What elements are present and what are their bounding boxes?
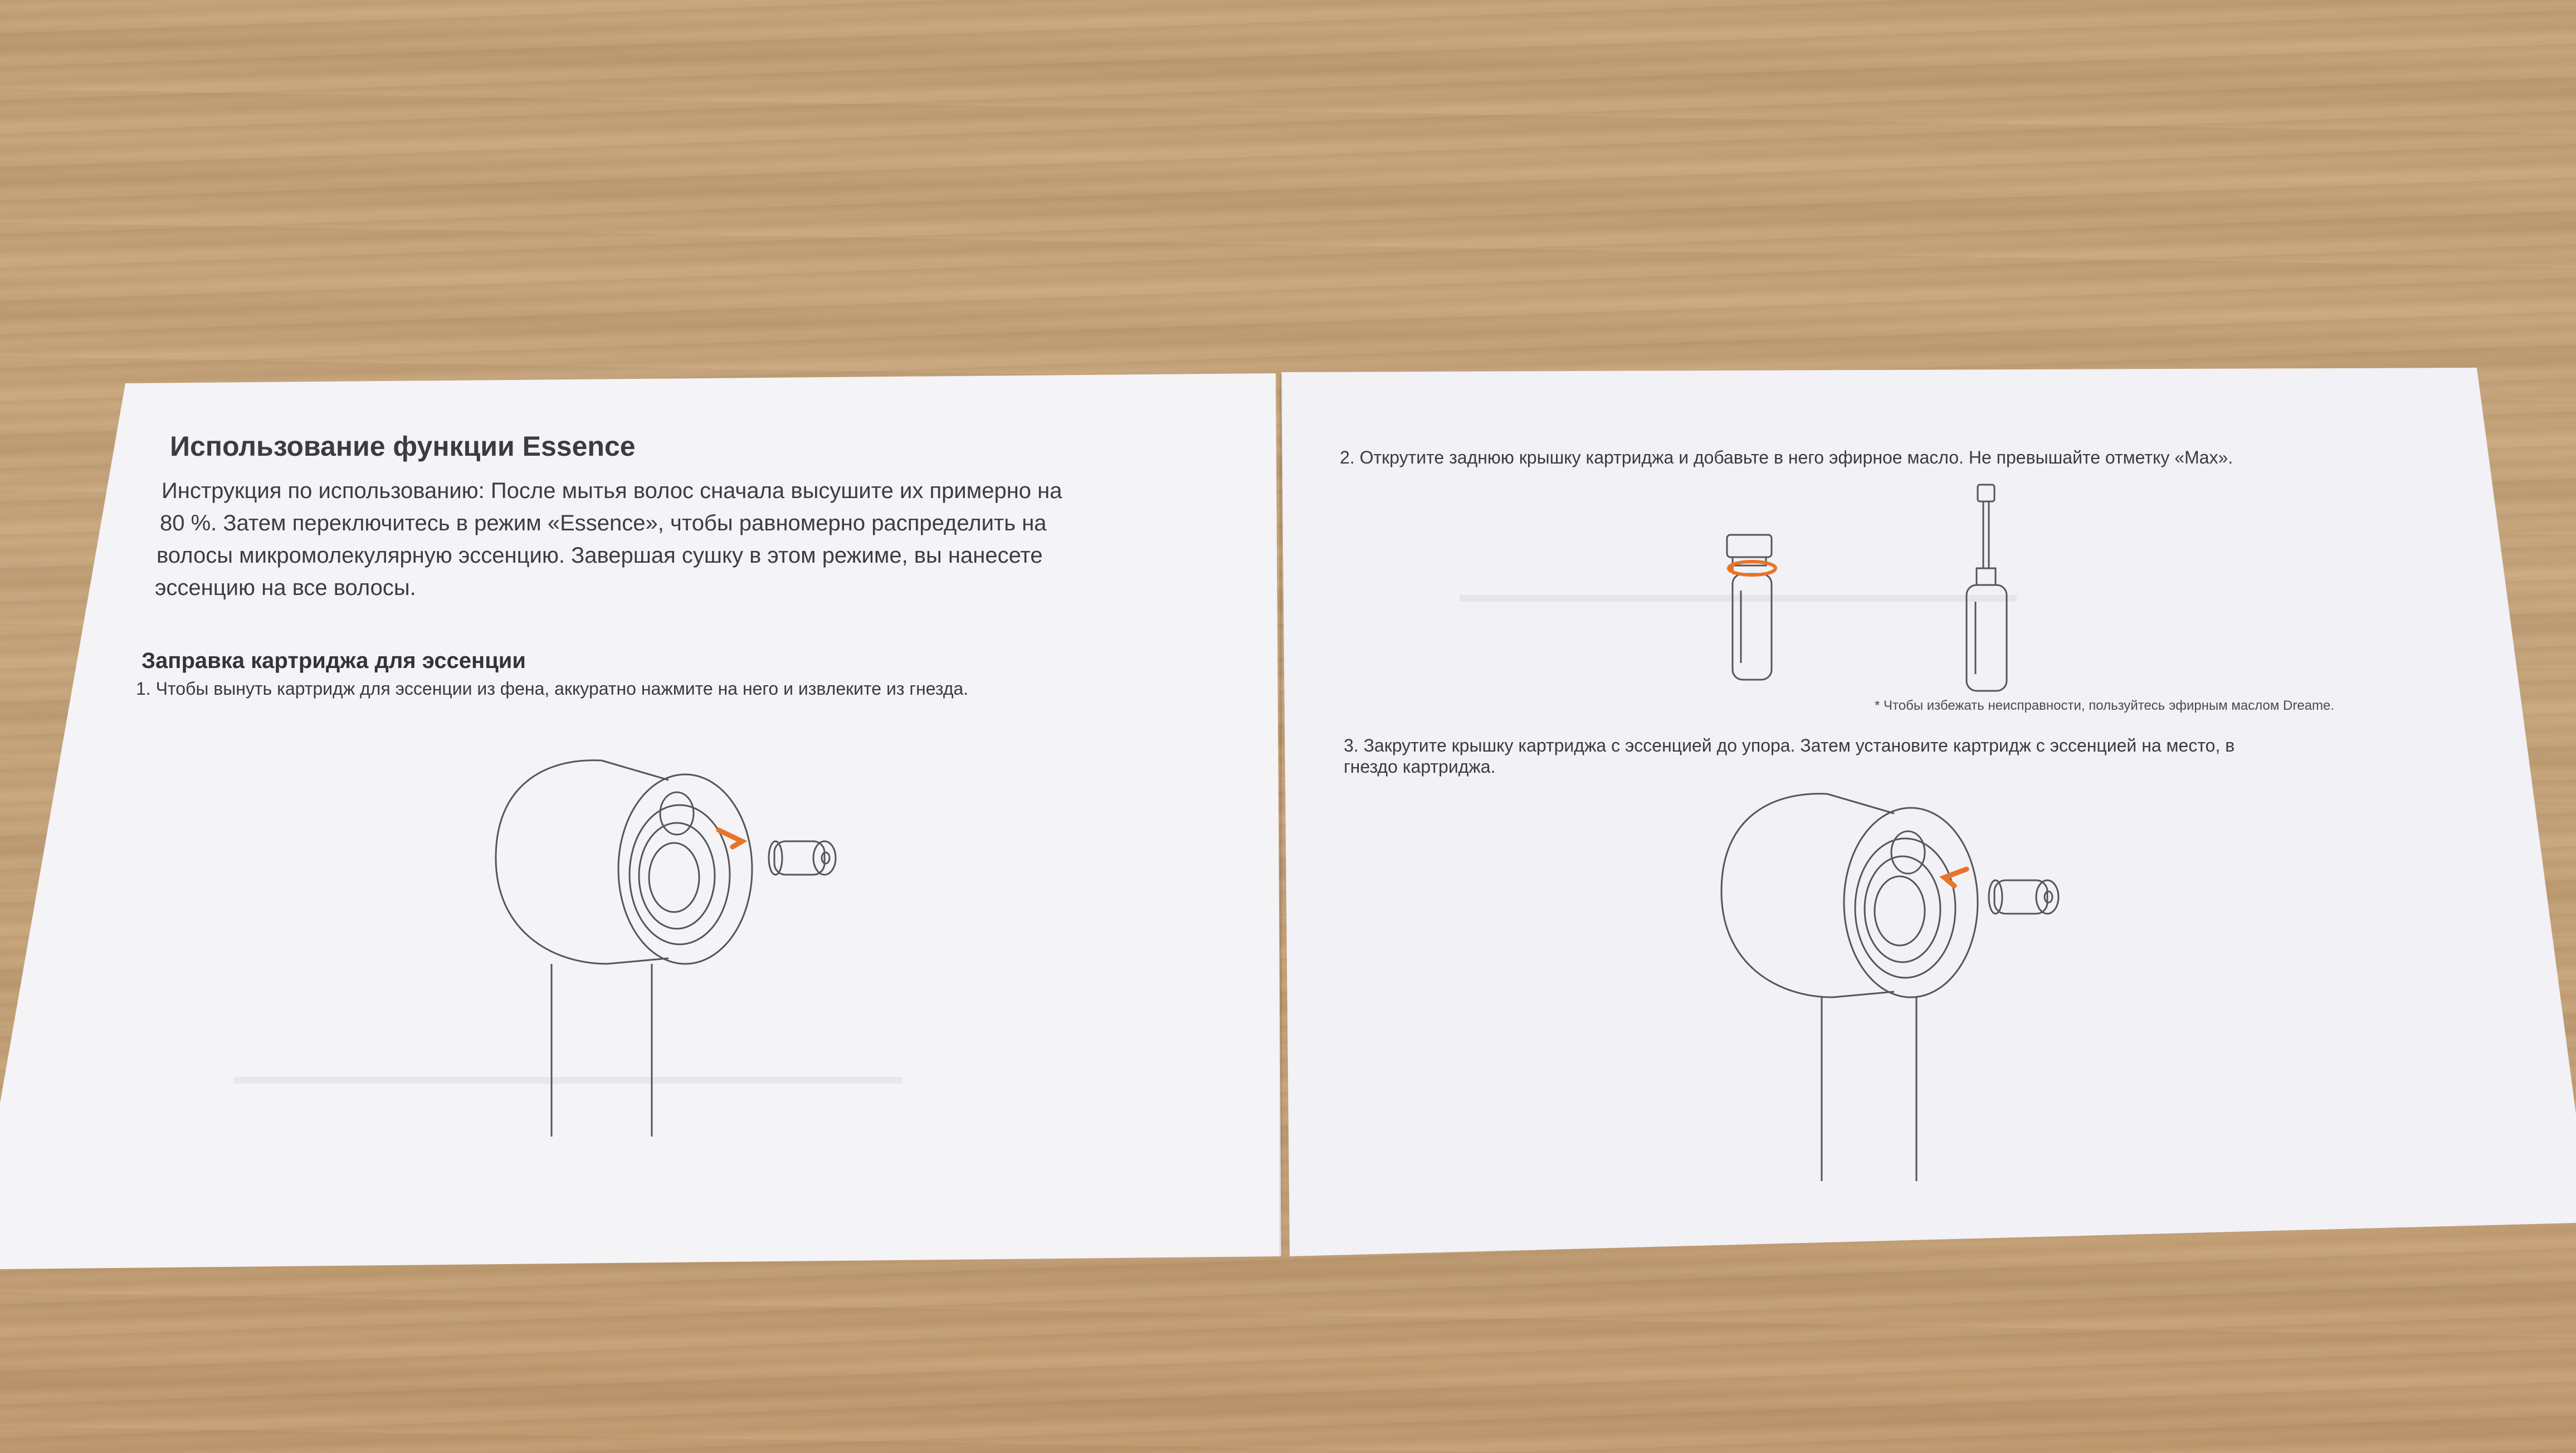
bleed-through-text: ▬▬▬▬▬▬▬▬▬▬▬▬▬▬▬▬▬▬▬▬▬▬▬▬▬▬▬▬▬▬ (234, 1064, 902, 1089)
booklet-spine (1279, 374, 1282, 1257)
intro-line-4: эссенцию на все волосы. (155, 576, 416, 600)
orange-arrow-icon (1727, 562, 1775, 575)
hair-dryer-illustration (1710, 786, 2111, 1187)
intro-line-3: волосы микромолекулярную эссенцию. Завершая сушку в этом режиме, вы нанесете (157, 543, 1043, 568)
step-3-line-2: гнездо картриджа. (1344, 757, 1496, 777)
section-title: Заправка картриджа для эссенции (142, 649, 526, 673)
intro-line-2: 80 %. Затем переключитесь в режим «Essence», чтобы равномерно распределить на (160, 511, 1047, 535)
footnote: * Чтобы избежать неисправности, пользуйтесь эфирным маслом Dreame. (1875, 698, 2335, 713)
step-1-text: 1. Чтобы вынуть картридж для эссенции из фена, аккуратно нажмите на него и извлеките из гнезда. (136, 679, 969, 699)
intro-line-1: Инструкция по использованию: После мытья волос сначала высушите их примерно на (162, 479, 1062, 503)
essence-cartridge-illustration (1716, 479, 2061, 702)
step-3-line-1: 3. Закрутите крышку картриджа с эссенцией до упора. Затем установите картридж с эссенцией на место, в (1344, 735, 2235, 755)
step-2-text: 2. Открутите заднюю крышку картриджа и добавьте в него эфирное масло. Не превышайте отметку «Max». (1340, 447, 2233, 467)
bleed-through-text: ▬▬▬▬▬▬▬▬▬▬▬▬▬▬▬▬▬▬▬▬▬▬▬▬▬ (1460, 582, 2017, 607)
page-title: Использование функции Essence (170, 431, 636, 462)
essence-cartridge-illustration (769, 841, 836, 875)
essence-cartridge-illustration (1989, 880, 2058, 914)
hair-dryer-illustration (485, 747, 886, 1148)
